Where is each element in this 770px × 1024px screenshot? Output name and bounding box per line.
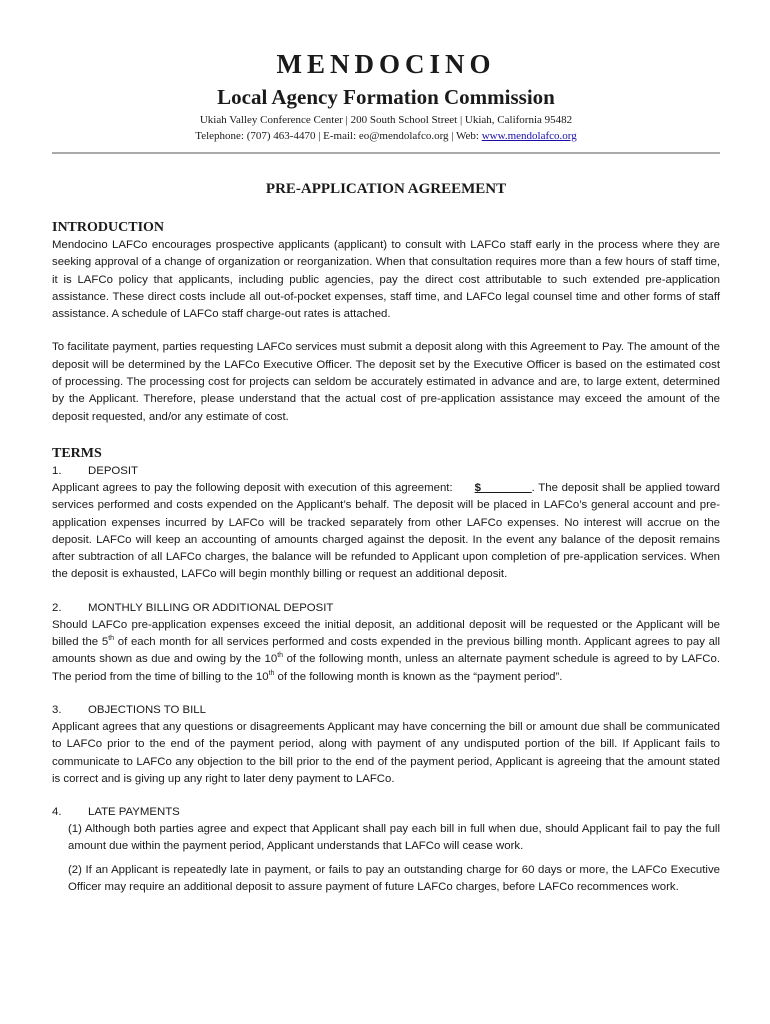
term-2-text bbox=[52, 617, 720, 686]
ordinal-sup: th bbox=[268, 669, 275, 677]
term-1-text-a: Applicant agrees to pay the following deposit with execution of this agreement: bbox=[52, 482, 453, 494]
contact-text: Telephone: (707) 463-4470 | E-mail: eo@mendolafco.org | Web: bbox=[195, 130, 482, 142]
header-divider bbox=[52, 152, 720, 154]
term-1-text bbox=[52, 480, 720, 584]
term-2-text-2: of each month for all services performed and costs expended in the previous billing month. Applicant agrees to pay all amounts shown as due and owing by the 10 bbox=[52, 636, 720, 666]
introduction-heading: INTRODUCTION bbox=[52, 220, 165, 235]
term-2-heading bbox=[52, 600, 720, 617]
term-1-text-b: . The deposit shall be applied toward services performed and costs expended on the Applicant’s behalf. The deposit will be placed in LAFCo’s general account and pre-application expenses incurred by LAFCo will be tracked separately from other LAFCo expenses. No interest will accrue on the deposit. LAFCo will keep an accounting of amounts charged against the deposit. In the event any balance of the deposit remains after subtraction of all LAFCo charges, the balance will be refunded to Applicant upon completion of pre-application services. When the deposit is exhausted, LAFCo will begin monthly billing or request an additional deposit. bbox=[52, 482, 720, 581]
term-4-title: LATE PAYMENTS bbox=[88, 806, 180, 819]
term-2-text-1: Should LAFCo pre-application expenses exceed the initial deposit, an additional deposit will be requested or the Applicant will be billed the 5 bbox=[52, 618, 720, 649]
term-3-title: OBJECTIONS TO BILL bbox=[88, 703, 206, 716]
term-2-number: 2. bbox=[52, 601, 62, 614]
term-2-title: MONTHLY BILLING OR ADDITIONAL DEPOSIT bbox=[88, 601, 334, 614]
term-3-text: Applicant agrees that any questions or disagreements Applicant may have concerning the bill or amount due shall be communicated to LAFCo prior to the end of the payment period, along with payment of any undisputed portion of the bill. If Applicant fails to communicate to LAFCo any objection to the bill prior to the end of the payment period, Applicant is agreeing that the amount stated is correct and is giving up any right to later deny payment to LAFCo. bbox=[52, 720, 720, 785]
introduction-section bbox=[52, 219, 720, 426]
term-2-text-4: of the following month is known as the “payment period”. bbox=[274, 670, 563, 683]
org-address: Ukiah Valley Conference Center | 200 South School Street | Ukiah, California 95482 bbox=[199, 114, 573, 126]
terms-heading: TERMS bbox=[52, 446, 102, 461]
term-4-subitem-2: (2) If an Applicant is repeatedly late in payment, or fails to pay an outstanding charge for 60 days or more, the LAFCo Executive Officer may require an additional deposit to assure payment of future LAFCo charges, before LAFCo recommences work. bbox=[68, 863, 720, 894]
term-1-number: 1. bbox=[52, 465, 62, 477]
website-link[interactable]: www.mendolafco.org bbox=[481, 130, 577, 142]
term-4-number: 4. bbox=[52, 806, 62, 819]
term-3-heading bbox=[52, 702, 720, 719]
term-1-heading bbox=[52, 463, 720, 480]
org-contact bbox=[52, 128, 720, 144]
term-1-title: DEPOSIT bbox=[88, 465, 139, 477]
ordinal-sup: th bbox=[277, 652, 284, 660]
letterhead bbox=[52, 48, 720, 144]
intro-paragraph-2: To facilitate payment, parties requesting LAFCo services must submit a deposit along with this Agreement to Pay. The amount of the deposit will be determined by the LAFCo Executive Officer. The deposit set by the Executive Officer is based on the estimated cost of processing. The processing cost for projects can seldom be accurately estimated in advance and are, to large extent, determined by the Applicant. Therefore, please understand that the actual cost of pre-application assistance may exceed the amount of the deposit requested, and/or any estimate of cost. bbox=[52, 341, 720, 423]
org-subtitle: Local Agency Formation Commission bbox=[217, 85, 555, 109]
intro-paragraph-1: Mendocino LAFCo encourages prospective applicants (applicant) to consult with LAFCo staff early in the process where they are seeking approval of a change of organization or reorganization. When that consultation requires more than a few hours of staff time, it is LAFCo policy that applicants, including public agencies, pay the direct cost attributable to such extended pre-application assistance. These direct costs include all out-of-pocket expenses, staff time, and LAFCo legal counsel time and other forms of staff assistance. A schedule of LAFCo staff charge-out rates is attached. bbox=[52, 239, 720, 321]
document-title: PRE-APPLICATION AGREEMENT bbox=[265, 181, 507, 197]
term-3-number: 3. bbox=[52, 703, 62, 716]
ordinal-sup: th bbox=[108, 635, 115, 643]
org-name: MENDOCINO bbox=[276, 49, 496, 79]
term-4-heading bbox=[52, 804, 720, 821]
term-2-text-3: of the following month, unless an alternate payment schedule is agreed to by LAFCo. The period from the time of billing to the 10 bbox=[52, 653, 720, 683]
deposit-amount-field[interactable]: $________ bbox=[474, 482, 532, 494]
term-4-subitem-1: (1) Although both parties agree and expect that Applicant shall pay each bill in full when due, should Applicant fail to pay the full amount due within the payment period, Applicant understands that LAFCo will cease work. bbox=[68, 823, 720, 853]
terms-section bbox=[52, 445, 720, 896]
